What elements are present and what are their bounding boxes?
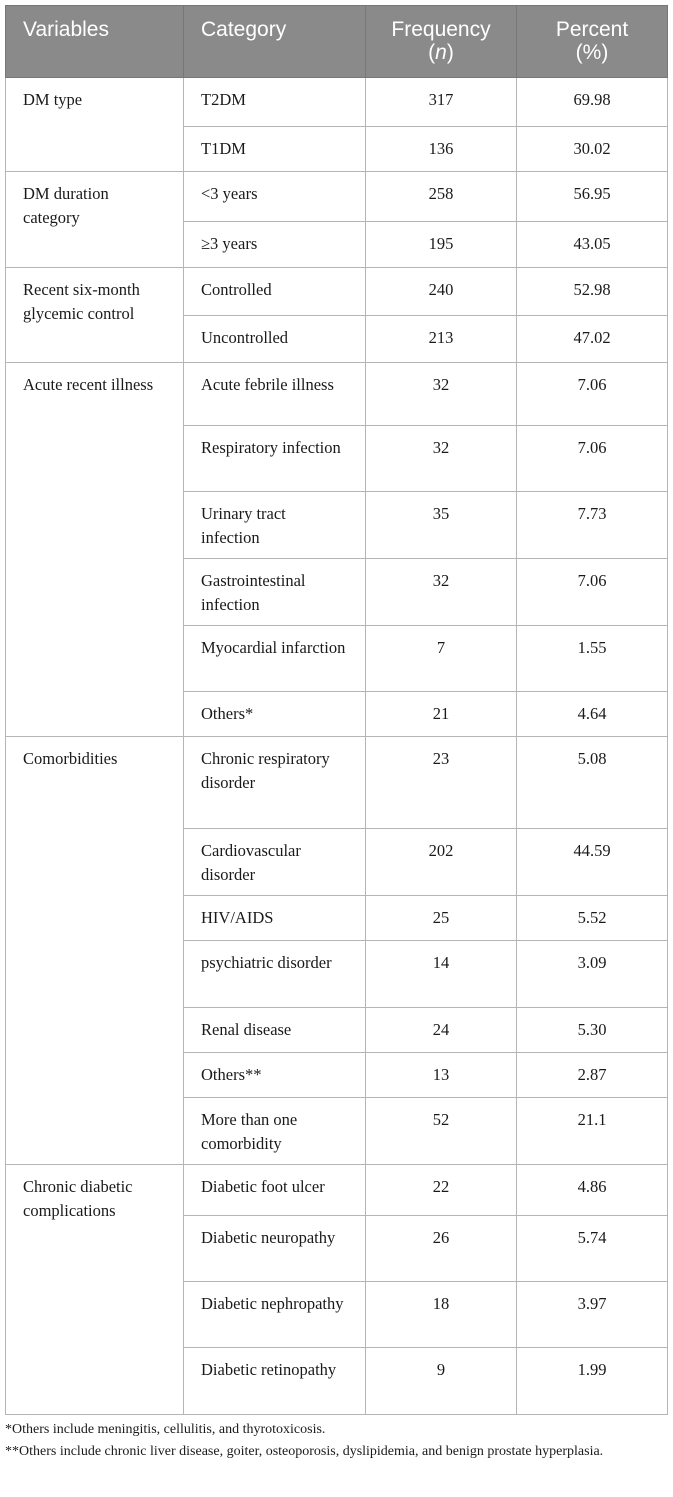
frequency-cell: 14 [366, 941, 517, 1008]
frequency-cell: 13 [366, 1053, 517, 1098]
frequency-cell: 18 [366, 1282, 517, 1348]
frequency-cell: 195 [366, 222, 517, 268]
category-cell: Chronic respiratory disorder [184, 737, 366, 829]
category-cell: Diabetic nephropathy [184, 1282, 366, 1348]
category-cell: Diabetic neuropathy [184, 1216, 366, 1282]
category-cell: Acute febrile illness [184, 363, 366, 426]
table-row [6, 1165, 668, 1216]
frequency-cell: 9 [366, 1348, 517, 1415]
category-cell: ≥3 years [184, 222, 366, 268]
table-header [6, 6, 668, 78]
percent-cell: 69.98 [517, 78, 668, 127]
percent-cell: 1.99 [517, 1348, 668, 1415]
percent-cell: 5.30 [517, 1008, 668, 1053]
percent-cell: 7.06 [517, 559, 668, 626]
percent-cell: 5.74 [517, 1216, 668, 1282]
variable-cell: Recent six-month glycemic control [6, 268, 184, 363]
percent-cell: 7.73 [517, 492, 668, 559]
category-cell: T1DM [184, 127, 366, 172]
footnote-1: *Others include meningitis, cellulitis, and thyrotoxicosis. [5, 1422, 326, 1437]
data-table [5, 5, 668, 1415]
category-cell: More than one comorbidity [184, 1098, 366, 1165]
variable-cell: Chronic diabetic complications [6, 1165, 184, 1415]
frequency-cell: 240 [366, 268, 517, 316]
category-cell: Myocardial infarction [184, 626, 366, 692]
category-cell: Respiratory infection [184, 426, 366, 492]
frequency-cell: 35 [366, 492, 517, 559]
percent-cell: 5.52 [517, 896, 668, 941]
category-cell: Others* [184, 692, 366, 737]
table-row [6, 78, 668, 127]
category-cell: Urinary tract infection [184, 492, 366, 559]
frequency-cell: 24 [366, 1008, 517, 1053]
percent-cell: 21.1 [517, 1098, 668, 1165]
category-cell: Renal disease [184, 1008, 366, 1053]
category-cell: <3 years [184, 172, 366, 222]
percent-cell: 56.95 [517, 172, 668, 222]
frequency-cell: 52 [366, 1098, 517, 1165]
variable-cell: Acute recent illness [6, 363, 184, 737]
category-cell: Diabetic retinopathy [184, 1348, 366, 1415]
percent-cell: 30.02 [517, 127, 668, 172]
header-percent: Percent (%) [517, 6, 668, 78]
variable-cell: DM duration category [6, 172, 184, 268]
percent-cell: 52.98 [517, 268, 668, 316]
frequency-cell: 202 [366, 829, 517, 896]
percent-cell: 5.08 [517, 737, 668, 829]
header-variables: Variables [6, 6, 184, 78]
table-row [6, 172, 668, 222]
category-cell: Uncontrolled [184, 316, 366, 363]
frequency-cell: 23 [366, 737, 517, 829]
percent-cell: 4.64 [517, 692, 668, 737]
header-category: Category [184, 6, 366, 78]
category-cell: T2DM [184, 78, 366, 127]
table-row [6, 737, 668, 829]
variable-cell: Comorbidities [6, 737, 184, 1165]
percent-cell: 2.87 [517, 1053, 668, 1098]
frequency-cell: 32 [366, 363, 517, 426]
category-cell: Cardiovascular disorder [184, 829, 366, 896]
frequency-cell: 213 [366, 316, 517, 363]
percent-cell: 43.05 [517, 222, 668, 268]
frequency-cell: 136 [366, 127, 517, 172]
percent-cell: 7.06 [517, 426, 668, 492]
category-cell: psychiatric disorder [184, 941, 366, 1008]
table-row [6, 268, 668, 316]
percent-cell: 47.02 [517, 316, 668, 363]
frequency-cell: 26 [366, 1216, 517, 1282]
frequency-cell: 22 [366, 1165, 517, 1216]
frequency-cell: 32 [366, 426, 517, 492]
frequency-cell: 317 [366, 78, 517, 127]
table-row [6, 363, 668, 426]
percent-cell: 3.09 [517, 941, 668, 1008]
category-cell: Gastrointestinal infection [184, 559, 366, 626]
frequency-cell: 7 [366, 626, 517, 692]
frequency-cell: 21 [366, 692, 517, 737]
percent-cell: 3.97 [517, 1282, 668, 1348]
footnote-2: **Others include chronic liver disease, goiter, osteoporosis, dyslipidemia, and benign prostate hyperplasia. [5, 1444, 604, 1459]
percent-cell: 44.59 [517, 829, 668, 896]
table-body [6, 78, 668, 1415]
frequency-cell: 25 [366, 896, 517, 941]
frequency-cell: 258 [366, 172, 517, 222]
header-frequency: Frequency (n) [366, 6, 517, 78]
variable-cell: DM type [6, 78, 184, 172]
percent-cell: 1.55 [517, 626, 668, 692]
category-cell: HIV/AIDS [184, 896, 366, 941]
category-cell: Diabetic foot ulcer [184, 1165, 366, 1216]
category-cell: Others** [184, 1053, 366, 1098]
category-cell: Controlled [184, 268, 366, 316]
frequency-cell: 32 [366, 559, 517, 626]
percent-cell: 7.06 [517, 363, 668, 426]
percent-cell: 4.86 [517, 1165, 668, 1216]
